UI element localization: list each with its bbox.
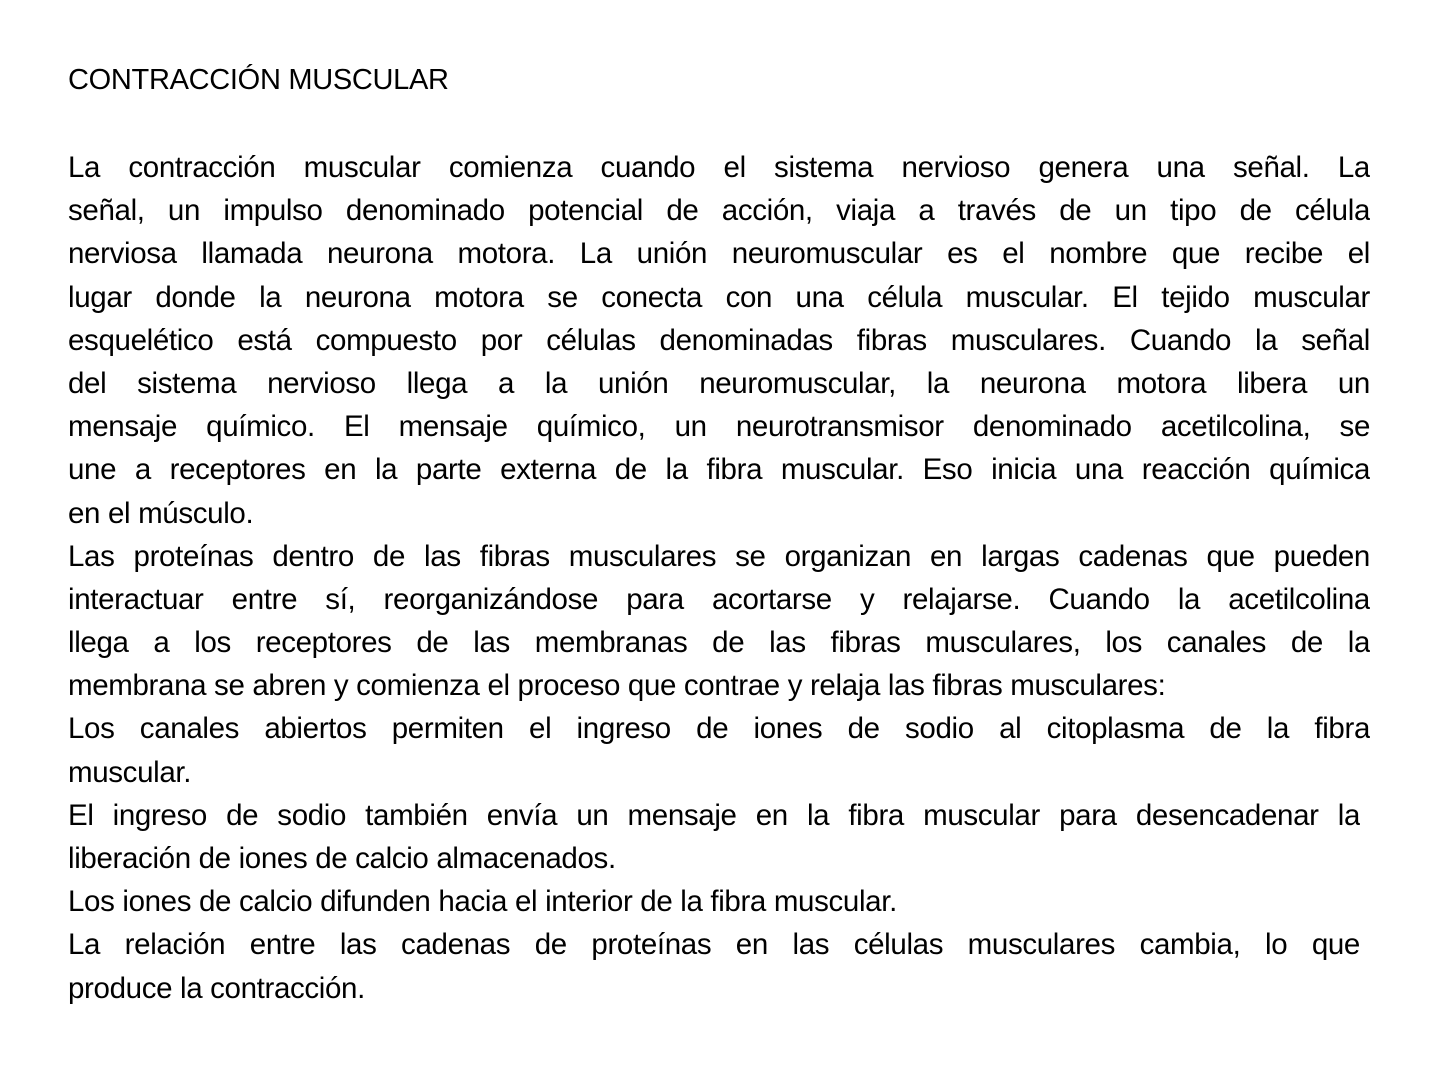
text-line: Los iones de calcio difunden hacia el interior de la fibra muscular.	[68, 885, 897, 919]
text-line: nerviosa llamada neurona motora. La unión neuromuscular es el nombre que recibe el	[68, 237, 1370, 271]
text-line: mensaje químico. El mensaje químico, un neurotransmisor denominado acetilcolina, se	[68, 410, 1370, 444]
text-line: membrana se abren y comienza el proceso que contrae y relaja las fibras musculares:	[68, 669, 1166, 703]
text-line: La contracción muscular comienza cuando el sistema nervioso genera una señal. La	[68, 151, 1370, 184]
text-line: señal, un impulso denominado potencial de acción, viaja a través de un tipo de célula	[68, 194, 1370, 228]
text-line: muscular.	[68, 755, 192, 789]
text-line: esquelético está compuesto por células denominadas fibras musculares. Cuando la señal	[68, 323, 1370, 357]
text-line: interactuar entre sí, reorganizándose para acortarse y relajarse. Cuando la acetilcolina	[68, 582, 1370, 616]
document-body	[68, 146, 1370, 1010]
text-line: El ingreso de sodio también envía un mensaje en la fibra muscular para desencadenar la	[68, 798, 1360, 832]
text-line: Los canales abiertos permiten el ingreso de iones de sodio al citoplasma de la fibra	[68, 712, 1370, 746]
text-line: liberación de iones de calcio almacenados.	[68, 842, 616, 875]
text-line: en el músculo.	[68, 496, 254, 530]
text-line: La relación entre las cadenas de proteínas en las células musculares cambia, lo que	[68, 928, 1360, 962]
text-line: Las proteínas dentro de las fibras musculares se organizan en largas cadenas que pueden	[68, 539, 1370, 573]
document-title: CONTRACCIÓN MUSCULAR	[68, 64, 449, 96]
text-line: une a receptores en la parte externa de la fibra muscular. Eso inicia una reacción química	[68, 453, 1370, 487]
text-line: llega a los receptores de las membranas de las fibras musculares, los canales de la	[68, 626, 1370, 660]
text-line: produce la contracción.	[68, 971, 365, 1005]
text-line: del sistema nervioso llega a la unión neuromuscular, la neurona motora libera un	[68, 366, 1370, 400]
text-line: lugar donde la neurona motora se conecta con una célula muscular. El tejido muscular	[68, 280, 1370, 314]
